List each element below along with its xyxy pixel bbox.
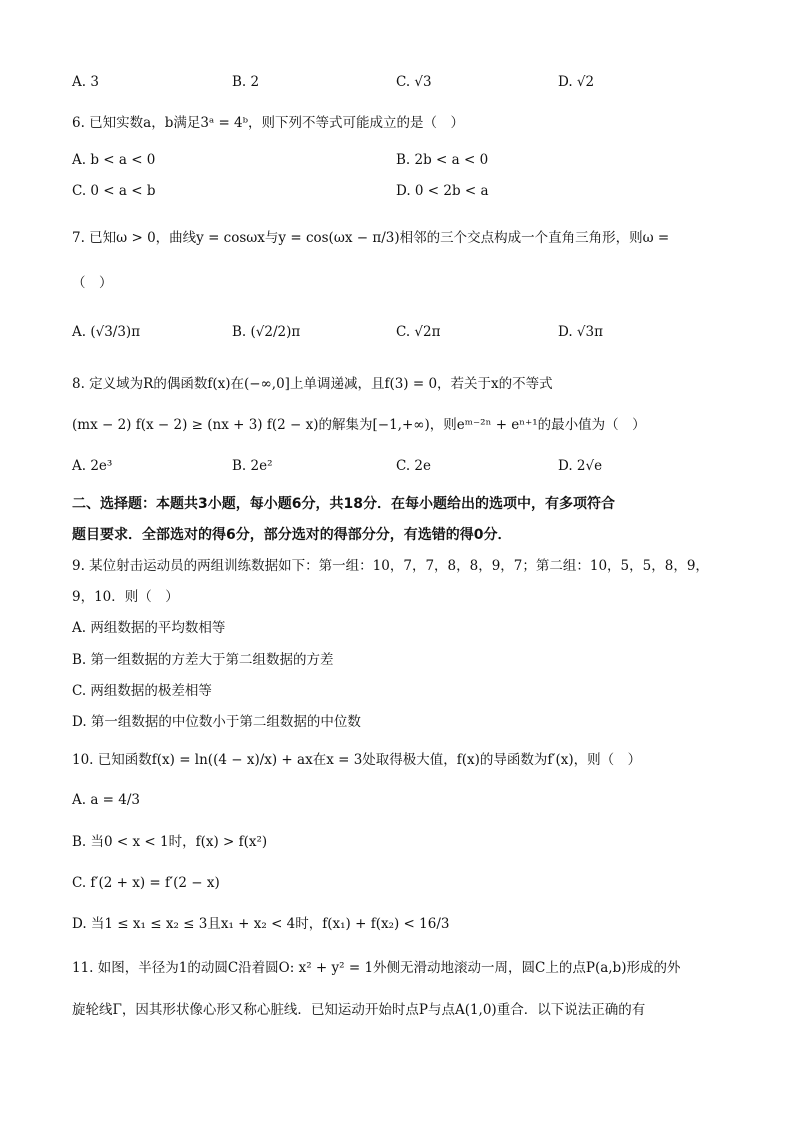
q5-option-b: B. 2	[232, 74, 260, 90]
q10-option-a: A. a = 4/3	[72, 792, 141, 808]
q11-stem-line1: 11. 如图，半径为1的动圆C沿着圆O: x² + y² = 1外侧无滑动地滚动一周，圆C上的点P(a,b)形成的外	[72, 960, 681, 976]
section2-heading-line2: 题目要求．全部选对的得6分，部分选对的得部分分，有选错的得0分．	[72, 527, 512, 543]
q5-option-a: A. 3	[72, 74, 99, 90]
q7-option-c: C. √2π	[396, 324, 441, 340]
q8-stem-line2: (mx − 2) f(x − 2) ≥ (nx + 3) f(2 − x)的解集为[−1,+∞)，则eᵐ⁻²ⁿ + eⁿ⁺¹的最小值为（ ）	[72, 417, 646, 433]
q6-option-a: A. b < a < 0	[72, 152, 156, 168]
q7-option-a: A. (√3/3)π	[72, 324, 141, 340]
q10-option-b: B. 当0 < x < 1时，f(x) > f(x²)	[72, 834, 268, 850]
q7-option-d: D. √3π	[558, 324, 603, 340]
q6-option-c: C. 0 < a < b	[72, 183, 156, 199]
q8-option-a: A. 2e³	[72, 458, 113, 474]
q10-option-d: D. 当1 ≤ x₁ ≤ x₂ ≤ 3且x₁ + x₂ < 4时，f(x₁) + f(x₂) < 16/3	[72, 916, 450, 932]
q5-option-c: C. √3	[396, 74, 432, 90]
q5-option-d: D. √2	[558, 74, 595, 90]
q10-option-c: C. f′(2 + x) = f′(2 − x)	[72, 875, 220, 891]
q8-stem-line1: 8. 定义域为R的偶函数f(x)在(−∞,0]上单调递减，且f(3) = 0，若关于x的不等式	[72, 376, 553, 392]
q7-option-b: B. (√2/2)π	[232, 324, 301, 340]
q10-stem: 10. 已知函数f(x) = ln((4 − x)/x) + ax在x = 3处取得极大值，f(x)的导函数为f′(x)，则（ ）	[72, 752, 642, 768]
q9-option-a: A. 两组数据的平均数相等	[72, 620, 226, 636]
q7-stem: 7. 已知ω > 0，曲线y = cosωx与y = cos(ωx − π/3)相邻的三个交点构成一个直角三角形，则ω =	[72, 230, 670, 246]
q9-stem-line2: 9，10．则（ ）	[72, 589, 179, 605]
q6-option-d: D. 0 < 2b < a	[396, 183, 489, 199]
q8-option-d: D. 2√e	[558, 458, 603, 474]
q6-option-b: B. 2b < a < 0	[396, 152, 489, 168]
q7-paren: （ ）	[72, 275, 113, 291]
q6-stem: 6. 已知实数a，b满足3ᵃ = 4ᵇ，则下列不等式可能成立的是（ ）	[72, 115, 465, 131]
q9-option-c: C. 两组数据的极差相等	[72, 683, 212, 699]
section2-heading-line1: 二、选择题：本题共3小题，每小题6分，共18分．在每小题给出的选项中，有多项符合	[72, 496, 615, 512]
q8-option-b: B. 2e²	[232, 458, 273, 474]
q9-stem-line1: 9. 某位射击运动员的两组训练数据如下：第一组：10，7，7，8，8，9，7；第二组：10，5，5，8，9，	[72, 558, 709, 574]
q9-option-b: B. 第一组数据的方差大于第二组数据的方差	[72, 652, 334, 668]
q11-stem-line2: 旋轮线Γ，因其形状像心形又称心脏线．已知运动开始时点P与点A(1,0)重合．以下说法正确的有	[72, 1002, 646, 1018]
q9-option-d: D. 第一组数据的中位数小于第二组数据的中位数	[72, 714, 361, 730]
q8-option-c: C. 2e	[396, 458, 432, 474]
